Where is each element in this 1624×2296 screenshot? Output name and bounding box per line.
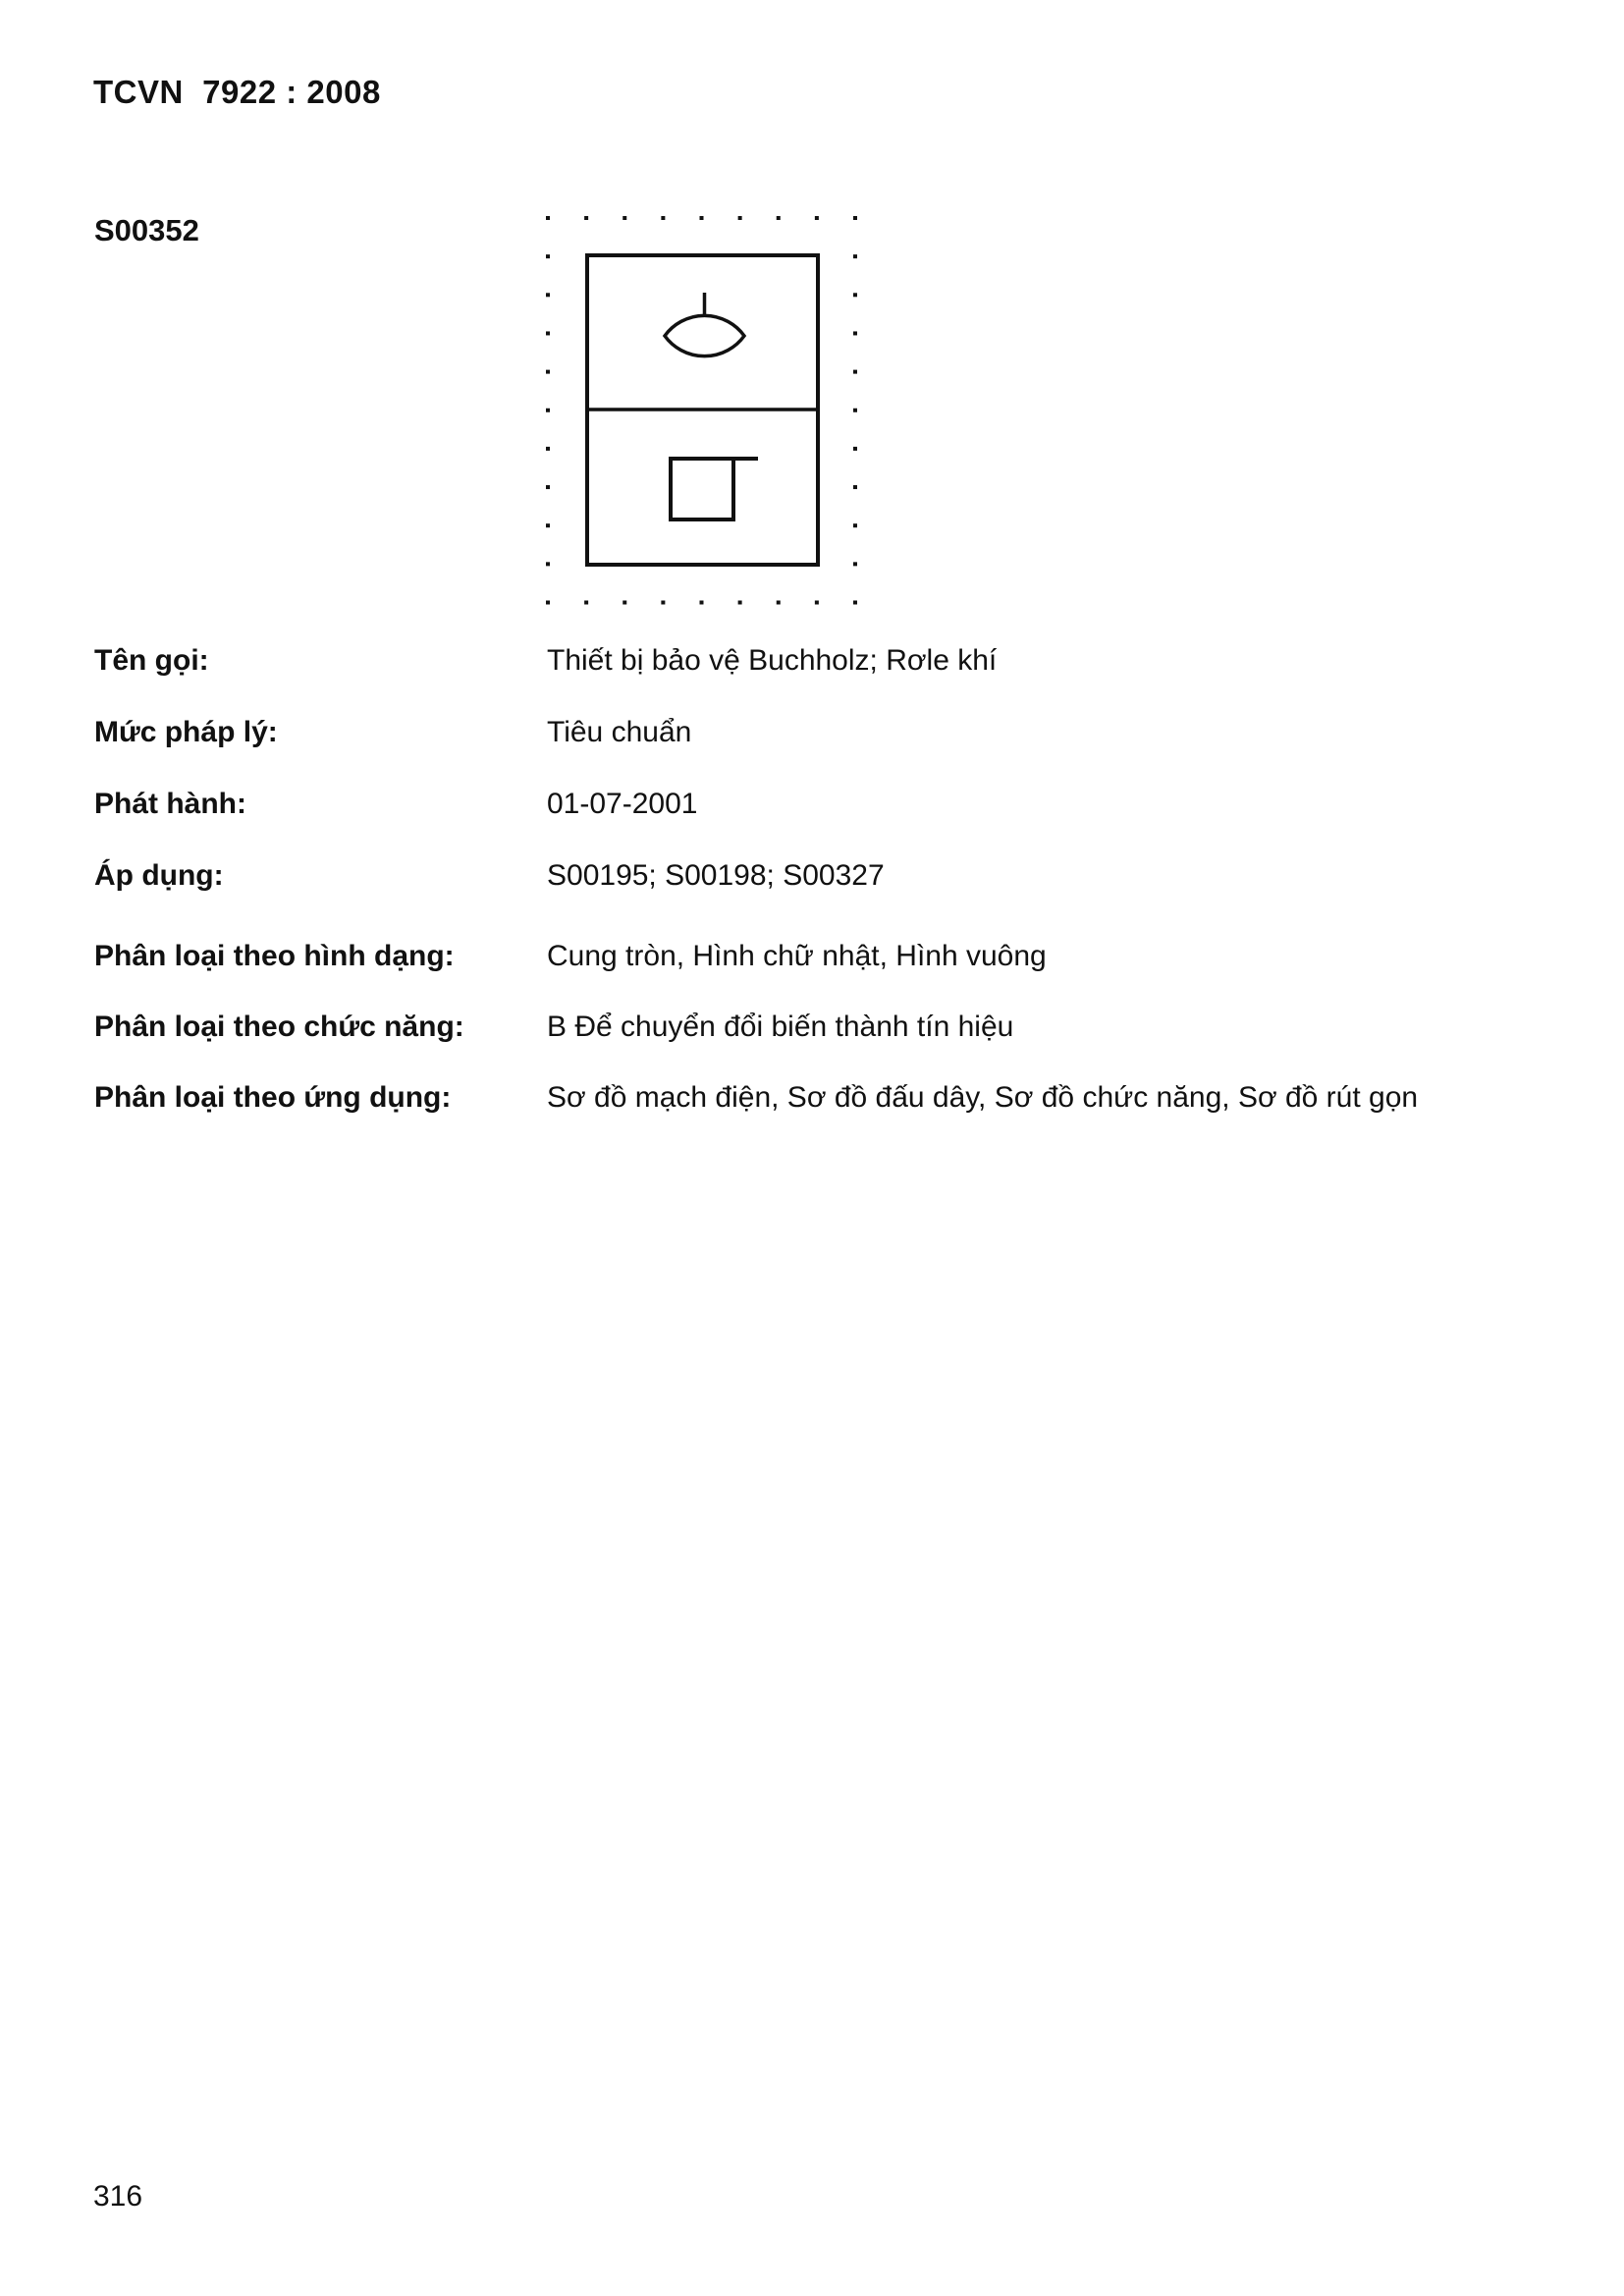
field-row-phan-loai-chuc-nang bbox=[0, 1011, 1624, 1050]
field-label: Phát hành: bbox=[94, 788, 246, 820]
lens-shape bbox=[665, 315, 744, 355]
field-row-phan-loai-ung-dung bbox=[0, 1081, 1624, 1121]
field-label: Phân loại theo ứng dụng: bbox=[94, 1081, 452, 1114]
grid-dot bbox=[700, 601, 704, 605]
grid-dot bbox=[738, 601, 742, 605]
field-row-ten-goi bbox=[0, 644, 1624, 683]
symbol-id: S00352 bbox=[94, 213, 199, 247]
field-value: Thiết bị bảo vệ Buchholz; Rơle khí bbox=[547, 644, 998, 677]
page-number: 316 bbox=[93, 2180, 143, 2213]
field-row-phat-hanh bbox=[0, 788, 1624, 827]
grid-dot bbox=[584, 601, 588, 605]
grid-dot bbox=[700, 216, 704, 220]
grid-dot bbox=[815, 601, 819, 605]
standard-number: TCVN 7922 : 2008 bbox=[93, 74, 381, 110]
field-value: Cung tròn, Hình chữ nhật, Hình vuông bbox=[547, 940, 1047, 972]
grid-dot bbox=[738, 216, 742, 220]
grid-dot bbox=[853, 601, 857, 605]
grid-dot bbox=[853, 254, 857, 258]
grid-dot bbox=[546, 331, 550, 335]
field-value: S00195; S00198; S00327 bbox=[547, 859, 885, 892]
grid-dot bbox=[623, 601, 626, 605]
grid-dot bbox=[546, 601, 550, 605]
grid-dot bbox=[853, 447, 857, 451]
grid-dot bbox=[546, 447, 550, 451]
grid-dot bbox=[853, 370, 857, 374]
grid-dot bbox=[853, 409, 857, 412]
grid-dot bbox=[853, 293, 857, 297]
grid-dot bbox=[546, 409, 550, 412]
field-value: Sơ đồ mạch điện, Sơ đồ đấu dây, Sơ đồ chức năng, Sơ đồ rút gọn bbox=[547, 1081, 1419, 1114]
grid-dot bbox=[546, 370, 550, 374]
field-value: Tiêu chuẩn bbox=[547, 716, 692, 748]
grid-dot bbox=[546, 523, 550, 527]
grid-dot bbox=[853, 216, 857, 220]
field-row-phan-loai-hinh-dang bbox=[0, 940, 1624, 979]
grid-dot bbox=[623, 216, 626, 220]
field-value: B Để chuyển đổi biến thành tín hiệu bbox=[547, 1011, 1014, 1043]
field-label: Mức pháp lý: bbox=[94, 716, 278, 748]
grid-dot bbox=[584, 216, 588, 220]
grid-dot bbox=[546, 293, 550, 297]
grid-dot bbox=[853, 523, 857, 527]
field-row-ap-dung bbox=[0, 859, 1624, 899]
grid-dot bbox=[546, 485, 550, 489]
grid-dot bbox=[661, 601, 665, 605]
grid-dot bbox=[777, 216, 781, 220]
buchholz-symbol-figure bbox=[530, 196, 884, 629]
field-label: Áp dụng: bbox=[94, 859, 224, 892]
field-row-muc-phap-ly bbox=[0, 716, 1624, 755]
grid-dot bbox=[661, 216, 665, 220]
field-label: Phân loại theo hình dạng: bbox=[94, 940, 455, 972]
field-label: Tên gọi: bbox=[94, 644, 209, 677]
grid-dot bbox=[546, 254, 550, 258]
grid-dot bbox=[853, 331, 857, 335]
grid-dot bbox=[853, 485, 857, 489]
field-value: 01-07-2001 bbox=[547, 788, 698, 820]
square-shape bbox=[671, 459, 733, 519]
field-label: Phân loại theo chức năng: bbox=[94, 1011, 464, 1043]
grid-dot bbox=[546, 216, 550, 220]
grid-dot bbox=[815, 216, 819, 220]
grid-dot bbox=[853, 562, 857, 566]
grid-dot bbox=[777, 601, 781, 605]
grid-dot bbox=[546, 562, 550, 566]
